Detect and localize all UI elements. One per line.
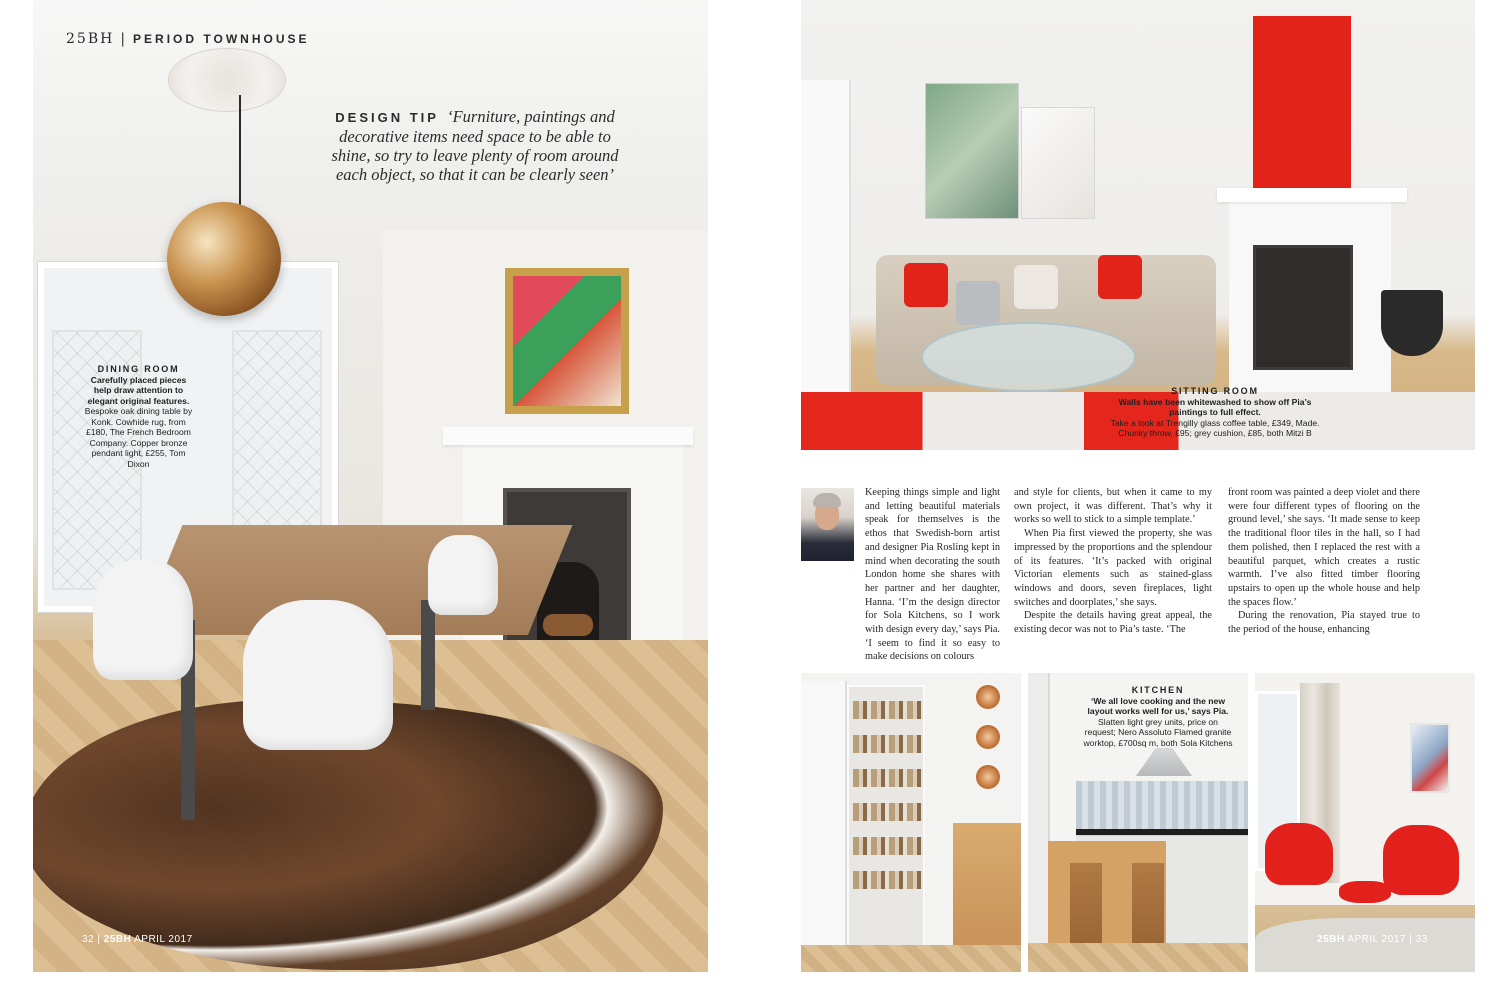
folio-separator: | (97, 934, 101, 945)
white-chair (93, 560, 193, 680)
pantry-photo (801, 673, 1021, 972)
ceiling-rosette (168, 48, 286, 112)
cast-iron-fireplace (1253, 245, 1353, 370)
caption-lead: Walls have been whitewashed to show off Pia’s paintings to full effect. (1118, 396, 1312, 417)
folio-page-number: 32 (82, 934, 95, 945)
mantelpiece (1217, 188, 1407, 202)
folio-brand: 25BH (103, 934, 132, 945)
sitting-room-caption (1110, 386, 1320, 439)
white-door (801, 80, 851, 395)
white-chair (243, 600, 393, 750)
parquet-floor (801, 945, 1021, 972)
folio-left (82, 934, 193, 945)
white-portrait-painting (1021, 107, 1095, 219)
kitchen-caption (1083, 685, 1233, 748)
patterned-cushion (1014, 265, 1058, 309)
pendant-cord (239, 95, 241, 215)
wooden-trolley (953, 823, 1021, 945)
sitting-room-photo (801, 0, 1475, 450)
folio-brand: 25BH (1317, 934, 1345, 945)
article-paragraph: Keeping things simple and light and letting beautiful materials speak for themselves is the ethos that Swedish-born artist and designer Pia Rosling kept in mind when decorating the south London home she shares with her partner and her daughter, Hanna. ‘I’m the design director for Sola Kitchens, so I work with design every day,’ says Pia. ‘I seem to find it so easy to make decisions on colours (865, 487, 1000, 663)
running-head (66, 31, 310, 47)
design-tip-quote: ‘Furniture, paintings and decorative items need space to be able to shine, so try to leave plenty of room around each object, so that it can be clearly seen’ (331, 107, 619, 184)
grey-rug (1255, 918, 1475, 972)
article-paragraph: front room was painted a deep violet and there were four different types of flooring on the ground level,’ she says. ‘It made sense to keep the traditional floor tiles in the hall, so I had them polished, then I replaced the rest with a beautiful parquet, which creates a rustic warmth. I’ve also fitted timber flooring upstairs to open up the whole house and help the spaces flow.’ (1228, 487, 1420, 608)
folio-right (1317, 934, 1428, 945)
caption-lead: ‘We all love cooking and the new layout works well for us,’ says Pia. (1087, 695, 1229, 716)
copper-pendant-light (167, 202, 281, 316)
copper-mould (976, 685, 1000, 709)
glazed-door (801, 681, 847, 972)
extractor-hood (1136, 748, 1192, 776)
pantry-shelves (847, 685, 925, 949)
copper-mould (976, 725, 1000, 749)
article-paragraph: and style for clients, but when it came to my own project, it was different. That’s why it works so well to stick to a simple template.’ (1014, 487, 1212, 526)
red-cushion (904, 263, 948, 307)
article-paragraph: When Pia first viewed the property, she was impressed by the proportions and the splendour of its features. ‘It’s packed with original Victorian elements such as stained-glass windows and doors, seven fireplaces, light switches and doorplates,’ she says. (1014, 528, 1212, 608)
red-armchair (1383, 825, 1459, 895)
folio-issue: APRIL 2017 (1347, 934, 1406, 945)
article-paragraph: During the renovation, Pia stayed true to the period of the house, enhancing (1228, 610, 1420, 636)
glass-coffee-table (921, 322, 1136, 392)
caption-title: SITTING ROOM (1171, 386, 1259, 396)
grey-cushion (956, 281, 1000, 325)
red-chairs-photo (1255, 673, 1475, 972)
table-leg (421, 600, 435, 710)
running-head-section: PERIOD TOWNHOUSE (133, 32, 310, 46)
article-column-3 (1228, 486, 1420, 637)
log-basket (1381, 290, 1443, 356)
folio-separator: | (1409, 934, 1413, 945)
wall-painting (1410, 723, 1450, 793)
caption-body: Take a look at Trengilly glass coffee table, £349, Made. Chunky throw, £95; grey cushion, £85, both Mitzi B (1110, 417, 1320, 438)
article-column-1 (801, 486, 1000, 664)
caption-lead: Carefully placed pieces help draw attention to elegant original features. (87, 374, 190, 406)
tiled-splashback (1076, 781, 1248, 829)
mantelpiece (443, 427, 693, 445)
design-tip-pullquote (330, 107, 620, 184)
caption-body: Bespoke oak dining table by Konk. Cowhide rug, from £180, The French Bedroom Company. Copper bronze pendant light, £255, Tom Dixon (84, 406, 193, 469)
red-cushion (1098, 255, 1142, 299)
green-portrait-painting (925, 83, 1019, 219)
article-column-2 (1014, 486, 1212, 637)
caption-title: DINING ROOM (97, 364, 180, 374)
article-paragraph: Despite the details having great appeal, the existing decor was not to Pia’s taste. ‘The (1014, 610, 1212, 636)
red-armchair (1265, 823, 1333, 885)
folio-page-number: 33 (1415, 934, 1428, 945)
running-head-brand: 25BH (66, 31, 115, 47)
caption-body: Slatten light grey units, price on request; Nero Assoluto Flamed granite worktop, £700sq m, both Sola Kitchens (1083, 716, 1233, 748)
framed-painting (505, 268, 629, 414)
folio-issue: APRIL 2017 (134, 934, 193, 945)
design-tip-label: DESIGN TIP (335, 110, 439, 125)
red-footstool (1339, 881, 1391, 903)
running-head-separator: | (120, 31, 128, 47)
red-painting (1253, 16, 1351, 188)
white-chair (428, 535, 498, 615)
copper-mould (976, 765, 1000, 789)
bar-stool (1132, 863, 1164, 945)
bar-stool (1070, 863, 1102, 945)
parquet-floor (1028, 943, 1248, 972)
dining-room-caption (83, 364, 194, 469)
caption-title: KITCHEN (1131, 685, 1185, 695)
glazed-door (1028, 673, 1050, 972)
